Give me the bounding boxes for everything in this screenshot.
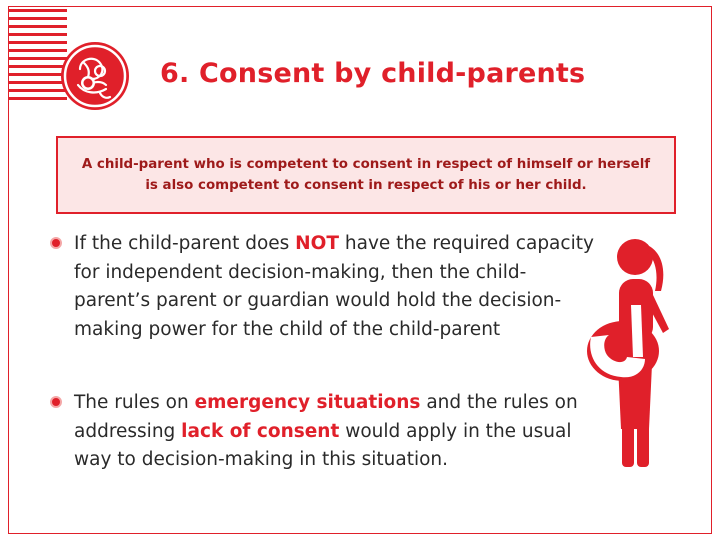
bullet-2-emphasis-lack-of-consent: lack of consent xyxy=(181,420,340,442)
bullet-dot-icon xyxy=(50,237,62,249)
callout-text: A child-parent who is competent to consent in respect of himself or herself is also competent to consent in respect of his or her child. xyxy=(81,157,651,193)
bullet-2-emphasis-emergency: emergency situations xyxy=(194,392,421,413)
bullet-text-1 xyxy=(50,230,600,344)
bullet-2-before: The rules on xyxy=(74,392,195,413)
bullet-1-after: have the required capacity for independent decision-making, then the child-parent’s parent or guardian would hold the decision-making power for the child of the child-parent xyxy=(74,233,594,340)
bullet-2-middle: and the rules on addressing xyxy=(74,392,578,442)
bullet-2-after: would apply in the usual way to decision-making in this situation. xyxy=(74,420,572,470)
bullet-dot-icon xyxy=(50,396,62,408)
slide-title: 6. Consent by child-parents xyxy=(160,58,586,89)
callout-box xyxy=(56,136,676,214)
bullet-item-1 xyxy=(50,230,600,344)
mother-and-child-logo-icon xyxy=(60,41,130,111)
pregnant-woman-icon xyxy=(583,233,693,473)
bullet-item-2 xyxy=(50,389,600,475)
bullet-text-2 xyxy=(50,389,600,475)
bullet-1-emphasis: NOT xyxy=(295,233,340,254)
bullet-1-before: If the child-parent does xyxy=(74,233,296,254)
